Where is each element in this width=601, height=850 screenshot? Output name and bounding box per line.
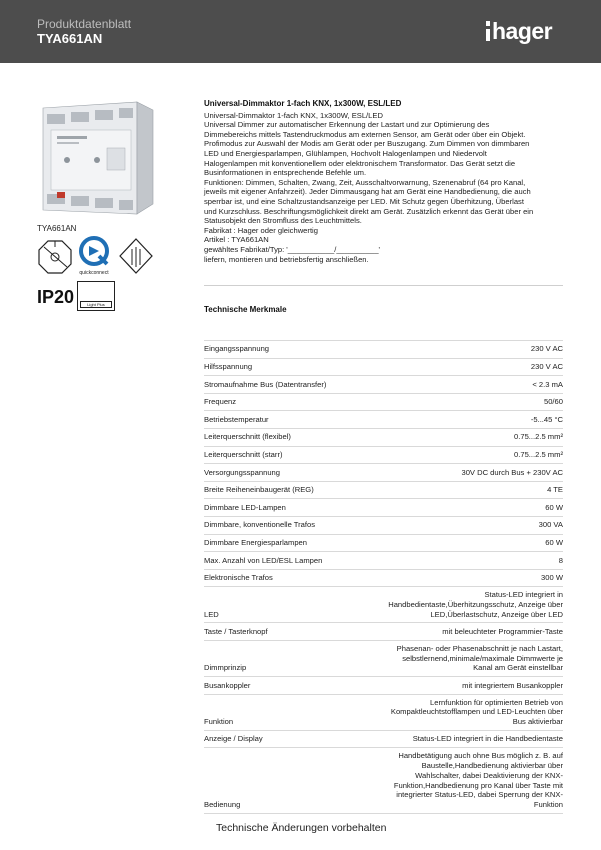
spec-value-line: Kompaktleuchtstofflampen und LED-Leuchten über: [390, 707, 563, 717]
description-line: liefern, montieren und betriebsfertig anschließen.: [204, 254, 369, 264]
description-line: jeweils mit eigener Anfahrzeit). Jeder Dimmausgang hat am Gerät eine Handbedienung, die auch: [204, 187, 531, 197]
spec-value: 300 VA: [538, 520, 563, 530]
spec-row: [204, 393, 563, 411]
spec-row: [204, 534, 563, 552]
spec-value: 0.75...2.5 mm²: [514, 450, 563, 459]
spec-label: Busankoppler: [204, 680, 251, 690]
product-caption: TYA661AN: [37, 224, 77, 233]
spec-row: [204, 676, 563, 694]
description-line: und Kurzschluss. Beschriftungsmöglichkeit direkt am Gerät. Zusätzlich erkennt das Gerät über ein: [204, 206, 534, 216]
spec-row: [204, 551, 563, 569]
spec-row: [204, 446, 563, 464]
spec-value: 60 W: [545, 502, 563, 512]
spec-value-line: Wahlschalter, dabei Deaktivierung der KNX-: [415, 770, 563, 780]
spec-value: 0.75...2.5 mm²: [514, 432, 563, 442]
description-line: Dimmebereichs mittels Tastendruckmodus am externen Sensor, am Gerät oder über ein Objekt.: [204, 129, 526, 139]
spec-label: Dimmbare LED-Lampen: [204, 502, 286, 512]
spec-value: 60 W: [545, 537, 563, 547]
spec-label: Funktion: [204, 717, 234, 727]
spec-label: Breite Reiheneinbaugerät (REG): [204, 485, 314, 495]
spec-value: 8: [558, 555, 563, 565]
spec-row: [204, 463, 563, 481]
spec-value-line: LED,Überlastschutz, Anzeige über LED: [430, 609, 563, 619]
spec-value: mit beleuchteter Programmier-Taste: [442, 626, 563, 636]
spec-value-line: Baustelle,Handbedienung aktivierbar über: [421, 761, 563, 771]
spec-row: [204, 428, 563, 446]
spec-label: Leiterquerschnitt (flexibel): [204, 432, 291, 442]
spec-label: Bedienung: [204, 799, 241, 809]
hager-logo: [492, 18, 552, 44]
spec-value-line: Phasenan- oder Phasenabschnitt je nach Lastart,: [396, 644, 563, 654]
spec-row: [204, 622, 563, 640]
spec-row: [204, 640, 563, 676]
spec-row: [204, 747, 563, 812]
spec-label: Leiterquerschnitt (starr): [204, 450, 283, 459]
spec-row: [204, 340, 563, 358]
quickconnect-label: quickconnect: [79, 270, 109, 276]
spec-label: Dimmbare, konventionelle Trafos: [204, 520, 316, 530]
spec-label: Stromaufnahme Bus (Datentransfer): [204, 379, 327, 389]
spec-row: [204, 498, 563, 516]
spec-value: [354, 590, 563, 619]
spec-value: [354, 698, 563, 727]
header-bar: [0, 0, 601, 63]
spec-value-line: integrierter Status-LED, dabei Sperrung der KNX-: [396, 790, 563, 800]
spec-value-line: selbstlernend,minimale/maximale Dimmwerte je: [402, 653, 563, 663]
spec-value: Status-LED integriert in die Handbedientaste: [412, 734, 563, 744]
light-plus-label: Light Plus: [80, 301, 112, 308]
spec-value: 230 V AC: [530, 362, 563, 372]
description-line: Profimodus zur Auswahl der Modis am Gerät oder per Buszugang. Zum Dimmen von dimmbaren: [204, 139, 530, 149]
spec-label: Anzeige / Display: [204, 734, 263, 744]
spec-row: [204, 586, 563, 622]
description-line: gewähltes Fabrikat/Typ: '___________/__________': [204, 244, 381, 254]
spec-label: LED: [204, 609, 219, 619]
spec-value-line: Bus aktivierbar: [512, 717, 563, 727]
spec-value-line: Funktion,Handbedienung pro Kanal über Taste mit: [393, 780, 563, 790]
brand-name: hager: [492, 18, 553, 44]
spec-value: 50/60: [543, 397, 563, 407]
header-title: TYA661AN: [37, 31, 103, 46]
product-image: [37, 100, 157, 218]
footer-divider: [204, 813, 563, 814]
spec-value-line: Kanal am Gerät einstellbar: [473, 663, 563, 673]
description-line: Statusobjekt den Stromfluss des Leuchtmittels.: [204, 216, 362, 226]
spec-row: [204, 481, 563, 499]
spec-value: 30V DC durch Bus + 230V AC: [461, 467, 563, 477]
description-title: Universal-Dimmaktor 1-fach KNX, 1x300W, ESL/LED: [204, 99, 402, 108]
spec-label: Max. Anzahl von LED/ESL Lampen: [204, 555, 323, 565]
spec-value-line: Funktion: [533, 799, 563, 809]
spec-row: [204, 730, 563, 748]
spec-value: 300 W: [541, 573, 563, 583]
octagon-fuse-icon: [37, 237, 73, 275]
spec-value: [354, 751, 563, 809]
description-line: Fabrikat : Hager oder gleichwertig: [204, 225, 318, 235]
spec-row: [204, 516, 563, 534]
description-line: Halogenlampen mit konventionellem oder elektronischem Transformator. Das Gerät setzt die: [204, 158, 516, 168]
product-description: [204, 99, 566, 264]
spec-label: Hilfsspannung: [204, 362, 253, 372]
section-divider: [204, 285, 563, 286]
spec-value: -5...45 °C: [530, 414, 563, 424]
spec-value-line: Lernfunktion für optimierten Betrieb von: [430, 697, 563, 707]
spec-row: [204, 410, 563, 428]
spec-row: [204, 694, 563, 730]
spec-value-line: Handbetätigung auch ohne Bus möglich z. B. auf: [398, 751, 563, 761]
description-body: [204, 111, 566, 265]
header-subtitle: Produktdatenblatt: [37, 17, 132, 31]
spec-value: 4 TE: [547, 485, 563, 495]
spec-row: [204, 375, 563, 393]
description-line: Universal-Dimmaktor 1-fach KNX, 1x300W, ESL/LED: [204, 110, 383, 120]
spec-label: Frequenz: [204, 397, 237, 407]
spec-value: mit integriertem Busankoppler: [462, 680, 563, 690]
spec-table: [204, 340, 563, 813]
spec-label: Elektronische Trafos: [204, 573, 273, 583]
hager-logo-mark-icon: [486, 21, 493, 41]
spec-label: Dimmprinzip: [204, 663, 247, 673]
spec-value: [354, 644, 563, 673]
footer-text: Technische Änderungen vorbehalten: [216, 822, 387, 834]
spec-label: Versorgungsspannung: [204, 467, 280, 477]
spec-label: Taste / Tasterknopf: [204, 626, 268, 636]
ip-rating: IP20: [37, 287, 75, 307]
spec-value-line: Handbedientaste,Überhitzungsschutz, Anzeige über: [388, 600, 563, 610]
description-line: sperrbar ist, und eine Schaltzustandsanzeige per LED. Mit Schutz gegen Überhitzung, Überlast: [204, 196, 524, 206]
description-line: Businformationen in entsprechende Befehle um.: [204, 168, 367, 178]
spec-value-line: Status-LED integriert in: [484, 590, 563, 600]
spec-label: Eingangsspannung: [204, 344, 270, 354]
tech-section-title: Technische Merkmale: [204, 305, 287, 314]
spec-value: 230 V AC: [530, 344, 563, 354]
spec-label: Betriebstemperatur: [204, 414, 269, 424]
spec-label: Dimmbare Energiesparlampen: [204, 537, 307, 547]
spec-row: [204, 569, 563, 587]
light-plus-box: [77, 281, 115, 311]
din-rail-icon: [118, 237, 154, 275]
description-line: Universal Dimmer zur automatischer Erkennung der Lastart und zur Optimierung des: [204, 120, 490, 130]
spec-value: < 2.3 mA: [532, 379, 563, 389]
quickconnect-icon: [77, 236, 111, 276]
description-line: LED und Energiesparlampen, Glühlampen, Hochvolt Halogenlampen und Niedervolt: [204, 148, 487, 158]
description-line: Funktionen: Dimmen, Schalten, Zwang, Zeit, Ausschaltvorwarnung, Szenenabruf (64 pro Kanal,: [204, 177, 526, 187]
spec-row: [204, 358, 563, 376]
description-line: Artikel : TYA661AN: [204, 235, 269, 245]
